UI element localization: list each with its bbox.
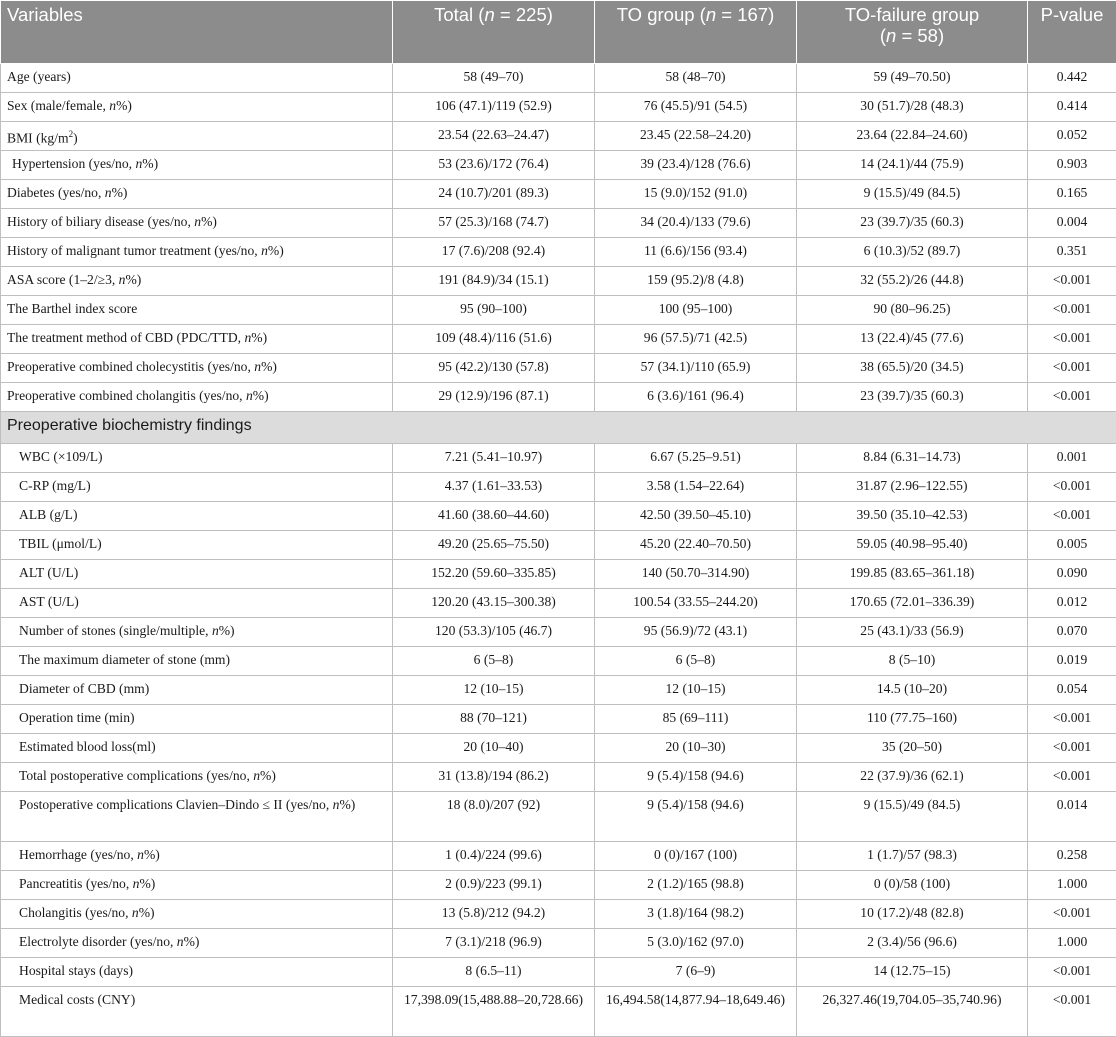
to-group-value: 0 (0)/167 (100) [595, 842, 797, 871]
to-group-value: 12 (10–15) [595, 676, 797, 705]
table-row [1, 705, 1116, 734]
to-failure-value: 6 (10.3)/52 (89.7) [797, 238, 1028, 267]
label-end: %) [116, 98, 132, 113]
label-text: The treatment method of CBD (PDC/TTD, [7, 330, 244, 345]
to-failure-value: 23 (39.7)/35 (60.3) [797, 209, 1028, 238]
table-row [1, 209, 1116, 238]
total-value: 31 (13.8)/194 (86.2) [393, 763, 595, 792]
variable-label [1, 705, 393, 734]
variable-label [1, 502, 393, 531]
variable-label [1, 647, 393, 676]
label-text: BMI (kg/m [7, 131, 69, 146]
label-text: ALB (g/L) [19, 507, 78, 522]
to-group-value: 20 (10–30) [595, 734, 797, 763]
label-italic: n [246, 388, 253, 403]
label-text: Number of stones (single/multiple, [19, 623, 212, 638]
p-value: 0.004 [1028, 209, 1116, 238]
p-value: 0.014 [1028, 792, 1116, 842]
to-group-value: 6 (5–8) [595, 647, 797, 676]
variable-label [1, 763, 393, 792]
p-value: <0.001 [1028, 987, 1116, 1037]
total-value: 17,398.09(15,488.88–20,728.66) [393, 987, 595, 1037]
variable-label [1, 354, 393, 383]
table-row [1, 267, 1116, 296]
to-group-value: 6.67 (5.25–9.51) [595, 444, 797, 473]
p-value: 1.000 [1028, 929, 1116, 958]
table-row [1, 929, 1116, 958]
label-end: %) [144, 847, 160, 862]
label-italic: n [137, 847, 144, 862]
header-p-value: P-value [1028, 1, 1116, 64]
total-value: 57 (25.3)/168 (74.7) [393, 209, 595, 238]
to-group-value: 6 (3.6)/161 (96.4) [595, 383, 797, 412]
variable-label [1, 871, 393, 900]
p-value: 0.005 [1028, 531, 1116, 560]
p-value: <0.001 [1028, 267, 1116, 296]
label-end: %) [112, 185, 128, 200]
total-value: 95 (90–100) [393, 296, 595, 325]
to-failure-value: 8.84 (6.31–14.73) [797, 444, 1028, 473]
to-failure-value: 39.50 (35.10–42.53) [797, 502, 1028, 531]
label-text: Age (years) [7, 69, 71, 84]
table-row [1, 93, 1116, 122]
label-end: %) [268, 243, 284, 258]
label-text: Medical costs (CNY) [19, 992, 135, 1007]
label-italic: n [212, 623, 219, 638]
to-failure-value: 30 (51.7)/28 (48.3) [797, 93, 1028, 122]
label-italic: n [194, 214, 201, 229]
variable-label [1, 734, 393, 763]
p-value: 0.001 [1028, 444, 1116, 473]
to-group-value: 2 (1.2)/165 (98.8) [595, 871, 797, 900]
to-group-value: 7 (6–9) [595, 958, 797, 987]
to-failure-value: 59 (49–70.50) [797, 64, 1028, 93]
to-group-value: 5 (3.0)/162 (97.0) [595, 929, 797, 958]
total-value: 23.54 (22.63–24.47) [393, 122, 595, 151]
label-text: Preoperative combined cholecystitis (yes/no, [7, 359, 254, 374]
label-italic: n [132, 905, 139, 920]
total-value: 17 (7.6)/208 (92.4) [393, 238, 595, 267]
table-row [1, 871, 1116, 900]
table-row [1, 354, 1116, 383]
label-text: Electrolyte disorder (yes/no, [19, 934, 177, 949]
p-value: 0.165 [1028, 180, 1116, 209]
table-row [1, 238, 1116, 267]
total-value: 88 (70–121) [393, 705, 595, 734]
table-row [1, 792, 1116, 842]
total-value: 12 (10–15) [393, 676, 595, 705]
p-value: <0.001 [1028, 900, 1116, 929]
label-text: Postoperative complications Clavien–Dindo ≤ II (yes/no, [19, 797, 333, 812]
to-group-value: 34 (20.4)/133 (79.6) [595, 209, 797, 238]
total-value: 53 (23.6)/172 (76.4) [393, 151, 595, 180]
total-value: 18 (8.0)/207 (92) [393, 792, 595, 842]
label-end: %) [201, 214, 217, 229]
table-row [1, 296, 1116, 325]
p-value: 0.052 [1028, 122, 1116, 151]
p-value: 0.442 [1028, 64, 1116, 93]
to-failure-value: 35 (20–50) [797, 734, 1028, 763]
to-failure-value: 9 (15.5)/49 (84.5) [797, 792, 1028, 842]
to-failure-value: 22 (37.9)/36 (62.1) [797, 763, 1028, 792]
total-value: 8 (6.5–11) [393, 958, 595, 987]
to-group-value: 140 (50.70–314.90) [595, 560, 797, 589]
table-row [1, 325, 1116, 354]
label-end: %) [139, 905, 155, 920]
table-row [1, 618, 1116, 647]
p-value: 0.019 [1028, 647, 1116, 676]
label-end: %) [251, 330, 267, 345]
to-failure-value: 2 (3.4)/56 (96.6) [797, 929, 1028, 958]
variable-label [1, 929, 393, 958]
header-to-group: TO group (n = 167) [595, 1, 797, 64]
label-italic: n [333, 797, 340, 812]
total-value: 120.20 (43.15–300.38) [393, 589, 595, 618]
section-row [1, 412, 1116, 444]
label-text: Hemorrhage (yes/no, [19, 847, 137, 862]
total-value: 7.21 (5.41–10.97) [393, 444, 595, 473]
section-title: Preoperative biochemistry findings [1, 412, 1116, 444]
table-row [1, 734, 1116, 763]
label-text: C-RP (mg/L) [19, 478, 91, 493]
to-group-value: 15 (9.0)/152 (91.0) [595, 180, 797, 209]
to-failure-value: 23.64 (22.84–24.60) [797, 122, 1028, 151]
to-failure-value: 90 (80–96.25) [797, 296, 1028, 325]
label-text: Hospital stays (days) [19, 963, 133, 978]
variable-label [1, 531, 393, 560]
table-body [1, 64, 1116, 1037]
variable-label [1, 296, 393, 325]
total-value: 4.37 (1.61–33.53) [393, 473, 595, 502]
to-group-value: 159 (95.2)/8 (4.8) [595, 267, 797, 296]
table-row [1, 444, 1116, 473]
variable-label [1, 209, 393, 238]
label-italic: n [119, 272, 126, 287]
to-group-value: 9 (5.4)/158 (94.6) [595, 763, 797, 792]
label-italic: n [253, 768, 260, 783]
p-value: <0.001 [1028, 763, 1116, 792]
label-italic: n [109, 98, 116, 113]
to-failure-value: 170.65 (72.01–336.39) [797, 589, 1028, 618]
label-end: %) [184, 934, 200, 949]
p-value: 0.090 [1028, 560, 1116, 589]
to-failure-value: 1 (1.7)/57 (98.3) [797, 842, 1028, 871]
variable-label [1, 383, 393, 412]
to-failure-value: 59.05 (40.98–95.40) [797, 531, 1028, 560]
to-failure-value: 32 (55.2)/26 (44.8) [797, 267, 1028, 296]
total-value: 41.60 (38.60–44.60) [393, 502, 595, 531]
label-text: The Barthel index score [7, 301, 137, 316]
variable-label [1, 589, 393, 618]
variable-label [1, 267, 393, 296]
variable-label [1, 842, 393, 871]
to-group-value: 42.50 (39.50–45.10) [595, 502, 797, 531]
p-value: <0.001 [1028, 296, 1116, 325]
label-text: The maximum diameter of stone (mm) [19, 652, 230, 667]
to-group-value: 3 (1.8)/164 (98.2) [595, 900, 797, 929]
to-failure-value: 14 (24.1)/44 (75.9) [797, 151, 1028, 180]
label-end: %) [253, 388, 269, 403]
p-value: <0.001 [1028, 502, 1116, 531]
header-to-failure-group: TO-failure group (n = 58) [797, 1, 1028, 64]
p-value: 0.070 [1028, 618, 1116, 647]
to-group-value: 85 (69–111) [595, 705, 797, 734]
variable-label [1, 618, 393, 647]
table-header [1, 1, 1116, 64]
label-text: History of malignant tumor treatment (yes/no, [7, 243, 261, 258]
to-failure-value: 26,327.46(19,704.05–35,740.96) [797, 987, 1028, 1037]
to-failure-value: 31.87 (2.96–122.55) [797, 473, 1028, 502]
label-text: Hypertension (yes/no, [12, 156, 135, 171]
total-value: 13 (5.8)/212 (94.2) [393, 900, 595, 929]
label-superscript: 2 [69, 129, 74, 139]
to-failure-value: 199.85 (83.65–361.18) [797, 560, 1028, 589]
header-variables: Variables [1, 1, 393, 64]
p-value: 1.000 [1028, 871, 1116, 900]
label-end: %) [139, 876, 155, 891]
total-value: 2 (0.9)/223 (99.1) [393, 871, 595, 900]
total-value: 191 (84.9)/34 (15.1) [393, 267, 595, 296]
p-value: 0.258 [1028, 842, 1116, 871]
label-text: Estimated blood loss(ml) [19, 739, 156, 754]
total-value: 58 (49–70) [393, 64, 595, 93]
table-row [1, 589, 1116, 618]
variable-label [1, 900, 393, 929]
variable-label [1, 958, 393, 987]
to-group-value: 16,494.58(14,877.94–18,649.46) [595, 987, 797, 1037]
to-failure-value: 23 (39.7)/35 (60.3) [797, 383, 1028, 412]
p-value: 0.012 [1028, 589, 1116, 618]
to-group-value: 39 (23.4)/128 (76.6) [595, 151, 797, 180]
table-row [1, 560, 1116, 589]
p-value: <0.001 [1028, 705, 1116, 734]
to-failure-value: 9 (15.5)/49 (84.5) [797, 180, 1028, 209]
table-row [1, 958, 1116, 987]
to-failure-value: 110 (77.75–160) [797, 705, 1028, 734]
table-row [1, 900, 1116, 929]
to-group-value: 11 (6.6)/156 (93.4) [595, 238, 797, 267]
total-value: 7 (3.1)/218 (96.9) [393, 929, 595, 958]
label-text: Diabetes (yes/no, [7, 185, 105, 200]
table-row [1, 763, 1116, 792]
label-italic: n [244, 330, 251, 345]
to-group-value: 57 (34.1)/110 (65.9) [595, 354, 797, 383]
label-text: Diameter of CBD (mm) [19, 681, 149, 696]
table-row [1, 987, 1116, 1037]
total-value: 95 (42.2)/130 (57.8) [393, 354, 595, 383]
label-italic: n [133, 876, 140, 891]
to-failure-value: 8 (5–10) [797, 647, 1028, 676]
label-text: Cholangitis (yes/no, [19, 905, 132, 920]
label-italic: n [261, 243, 268, 258]
table-row [1, 64, 1116, 93]
variable-label [1, 180, 393, 209]
to-group-value: 45.20 (22.40–70.50) [595, 531, 797, 560]
label-text: ALT (U/L) [19, 565, 78, 580]
label-text: Pancreatitis (yes/no, [19, 876, 133, 891]
label-end: %) [219, 623, 235, 638]
table-row [1, 383, 1116, 412]
total-value: 29 (12.9)/196 (87.1) [393, 383, 595, 412]
total-value: 1 (0.4)/224 (99.6) [393, 842, 595, 871]
variable-label [1, 151, 393, 180]
total-value: 109 (48.4)/116 (51.6) [393, 325, 595, 354]
total-value: 20 (10–40) [393, 734, 595, 763]
variable-label [1, 64, 393, 93]
table-row [1, 531, 1116, 560]
p-value: <0.001 [1028, 383, 1116, 412]
table-row [1, 122, 1116, 151]
p-value: <0.001 [1028, 325, 1116, 354]
label-end: %) [142, 156, 158, 171]
label-text: Sex (male/female, [7, 98, 109, 113]
variable-label [1, 93, 393, 122]
label-text: TBIL (μmol/L) [19, 536, 102, 551]
to-failure-value: 25 (43.1)/33 (56.9) [797, 618, 1028, 647]
total-value: 24 (10.7)/201 (89.3) [393, 180, 595, 209]
variable-label [1, 325, 393, 354]
table-row [1, 151, 1116, 180]
total-value: 152.20 (59.60–335.85) [393, 560, 595, 589]
to-group-value: 3.58 (1.54–22.64) [595, 473, 797, 502]
label-text: AST (U/L) [19, 594, 79, 609]
variable-label [1, 122, 393, 151]
to-failure-value: 13 (22.4)/45 (77.6) [797, 325, 1028, 354]
label-italic: n [177, 934, 184, 949]
label-italic: n [135, 156, 142, 171]
label-text: WBC (×109/L) [19, 449, 103, 464]
variable-label [1, 238, 393, 267]
variable-label [1, 560, 393, 589]
to-group-value: 100.54 (33.55–244.20) [595, 589, 797, 618]
label-end: %) [339, 797, 355, 812]
p-value: 0.351 [1028, 238, 1116, 267]
variable-label [1, 676, 393, 705]
to-failure-value: 14 (12.75–15) [797, 958, 1028, 987]
to-failure-value: 38 (65.5)/20 (34.5) [797, 354, 1028, 383]
table-row [1, 502, 1116, 531]
variable-label [1, 792, 393, 842]
to-group-value: 95 (56.9)/72 (43.1) [595, 618, 797, 647]
total-value: 49.20 (25.65–75.50) [393, 531, 595, 560]
table-row [1, 842, 1116, 871]
to-failure-value: 10 (17.2)/48 (82.8) [797, 900, 1028, 929]
total-value: 106 (47.1)/119 (52.9) [393, 93, 595, 122]
to-failure-value: 0 (0)/58 (100) [797, 871, 1028, 900]
header-total: Total (n = 225) [393, 1, 595, 64]
variable-label [1, 444, 393, 473]
table-row [1, 676, 1116, 705]
label-end: %) [261, 359, 277, 374]
label-text: Preoperative combined cholangitis (yes/no, [7, 388, 246, 403]
to-group-value: 9 (5.4)/158 (94.6) [595, 792, 797, 842]
label-italic: n [254, 359, 261, 374]
label-text: ASA score (1–2/≥3, [7, 272, 119, 287]
variable-label [1, 987, 393, 1037]
total-value: 120 (53.3)/105 (46.7) [393, 618, 595, 647]
label-italic: n [105, 185, 112, 200]
p-value: 0.414 [1028, 93, 1116, 122]
to-group-value: 23.45 (22.58–24.20) [595, 122, 797, 151]
to-group-value: 96 (57.5)/71 (42.5) [595, 325, 797, 354]
to-failure-value: 14.5 (10–20) [797, 676, 1028, 705]
label-text: Operation time (min) [19, 710, 135, 725]
p-value: <0.001 [1028, 958, 1116, 987]
to-group-value: 58 (48–70) [595, 64, 797, 93]
variable-label [1, 473, 393, 502]
to-group-value: 76 (45.5)/91 (54.5) [595, 93, 797, 122]
label-end: %) [260, 768, 276, 783]
table-row [1, 180, 1116, 209]
p-value: <0.001 [1028, 473, 1116, 502]
label-text: Total postoperative complications (yes/no, [19, 768, 253, 783]
to-group-value: 100 (95–100) [595, 296, 797, 325]
table-row [1, 473, 1116, 502]
label-end: ) [73, 131, 78, 146]
total-value: 6 (5–8) [393, 647, 595, 676]
label-end: %) [125, 272, 141, 287]
label-text: History of biliary disease (yes/no, [7, 214, 194, 229]
table-row [1, 647, 1116, 676]
p-value: 0.903 [1028, 151, 1116, 180]
p-value: 0.054 [1028, 676, 1116, 705]
p-value: <0.001 [1028, 354, 1116, 383]
p-value: <0.001 [1028, 734, 1116, 763]
